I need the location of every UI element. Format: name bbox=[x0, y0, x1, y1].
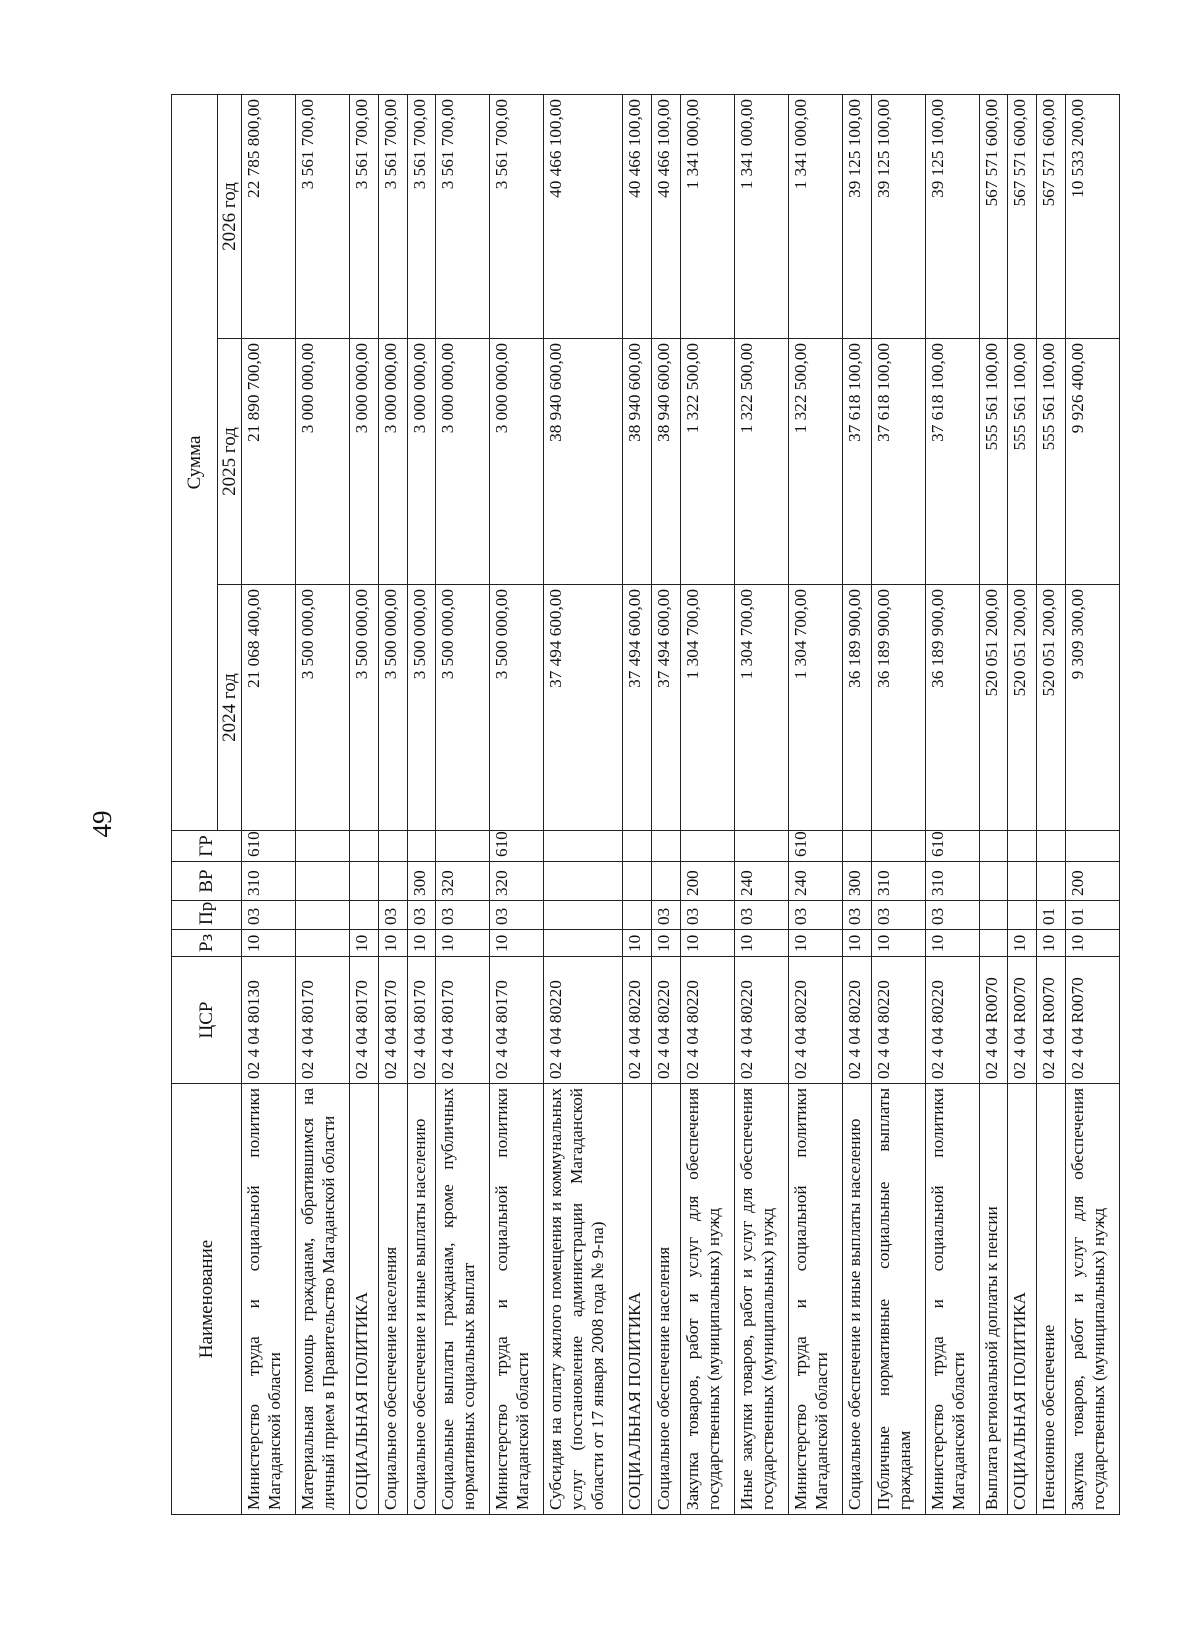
cell-pr: 03 bbox=[680, 901, 734, 930]
cell-2025: 555 561 100,00 bbox=[979, 339, 1008, 585]
header-sum: Сумма bbox=[172, 95, 218, 831]
cell-pr bbox=[1008, 901, 1037, 930]
cell-2026: 567 571 600,00 bbox=[1037, 95, 1066, 339]
cell-gr bbox=[1065, 831, 1119, 862]
table-row bbox=[680, 95, 734, 1515]
cell-csr: 02 4 04 80220 bbox=[788, 957, 842, 1084]
table-row bbox=[979, 95, 1008, 1515]
cell-name: Иные закупки товаров, работ и услуг для обеспечения государственных (муниципальных) нужд bbox=[734, 1084, 788, 1515]
cell-gr: 610 bbox=[242, 831, 296, 862]
cell-pr: 03 bbox=[652, 901, 681, 930]
cell-2025: 38 940 600,00 bbox=[544, 339, 623, 585]
cell-2026: 39 125 100,00 bbox=[871, 95, 925, 339]
cell-rz: 10 bbox=[378, 930, 407, 957]
table-row bbox=[623, 95, 652, 1515]
table-row bbox=[544, 95, 623, 1515]
cell-rz: 10 bbox=[871, 930, 925, 957]
cell-pr: 03 bbox=[871, 901, 925, 930]
table-row bbox=[490, 95, 544, 1515]
table-row bbox=[734, 95, 788, 1515]
cell-pr: 01 bbox=[1065, 901, 1119, 930]
header-vr: ВР bbox=[172, 862, 242, 901]
cell-vr: 310 bbox=[871, 862, 925, 901]
header-2025: 2025 год bbox=[218, 339, 242, 585]
table-row bbox=[1065, 95, 1119, 1515]
cell-2024: 3 500 000,00 bbox=[436, 585, 490, 831]
cell-rz: 10 bbox=[1065, 930, 1119, 957]
cell-csr: 02 4 04 80220 bbox=[652, 957, 681, 1084]
table-row bbox=[295, 95, 349, 1515]
cell-vr: 320 bbox=[436, 862, 490, 901]
cell-csr: 02 4 04 R0070 bbox=[979, 957, 1008, 1084]
cell-vr bbox=[1037, 862, 1066, 901]
cell-2024: 520 051 200,00 bbox=[1008, 585, 1037, 831]
cell-vr: 320 bbox=[490, 862, 544, 901]
cell-vr bbox=[979, 862, 1008, 901]
cell-gr bbox=[680, 831, 734, 862]
cell-rz bbox=[544, 930, 623, 957]
cell-gr: 610 bbox=[490, 831, 544, 862]
cell-gr bbox=[544, 831, 623, 862]
cell-gr bbox=[378, 831, 407, 862]
cell-vr: 200 bbox=[1065, 862, 1119, 901]
cell-gr bbox=[407, 831, 436, 862]
cell-name: Социальное обеспечение населения bbox=[652, 1084, 681, 1515]
cell-2026: 3 561 700,00 bbox=[490, 95, 544, 339]
cell-2024: 520 051 200,00 bbox=[979, 585, 1008, 831]
cell-pr bbox=[295, 901, 349, 930]
cell-2025: 38 940 600,00 bbox=[623, 339, 652, 585]
cell-2024: 3 500 000,00 bbox=[407, 585, 436, 831]
cell-gr bbox=[842, 831, 871, 862]
cell-vr: 300 bbox=[407, 862, 436, 901]
cell-csr: 02 4 04 80170 bbox=[295, 957, 349, 1084]
cell-pr: 03 bbox=[490, 901, 544, 930]
cell-2024: 1 304 700,00 bbox=[734, 585, 788, 831]
cell-gr bbox=[871, 831, 925, 862]
header-rz: Рз bbox=[172, 930, 242, 957]
cell-rz: 10 bbox=[680, 930, 734, 957]
cell-csr: 02 4 04 80220 bbox=[623, 957, 652, 1084]
cell-2025: 3 000 000,00 bbox=[436, 339, 490, 585]
cell-name: Субсидия на оплату жилого помещения и коммунальных услуг (постановление администрации Магаданской области от 17 января 2008 года № 9-па) bbox=[544, 1084, 623, 1515]
page-number: 49 bbox=[87, 810, 117, 838]
cell-2024: 3 500 000,00 bbox=[349, 585, 378, 831]
cell-name: СОЦИАЛЬНАЯ ПОЛИТИКА bbox=[349, 1084, 378, 1515]
cell-2025: 1 322 500,00 bbox=[734, 339, 788, 585]
cell-rz: 10 bbox=[734, 930, 788, 957]
cell-name: Министерство труда и социальной политики Магаданской области bbox=[788, 1084, 842, 1515]
table-row bbox=[1037, 95, 1066, 1515]
cell-2026: 3 561 700,00 bbox=[407, 95, 436, 339]
cell-2025: 555 561 100,00 bbox=[1008, 339, 1037, 585]
cell-2026: 40 466 100,00 bbox=[544, 95, 623, 339]
cell-vr bbox=[349, 862, 378, 901]
cell-2026: 3 561 700,00 bbox=[436, 95, 490, 339]
cell-name: СОЦИАЛЬНАЯ ПОЛИТИКА bbox=[623, 1084, 652, 1515]
cell-2024: 36 189 900,00 bbox=[871, 585, 925, 831]
cell-2026: 3 561 700,00 bbox=[349, 95, 378, 339]
cell-rz: 10 bbox=[652, 930, 681, 957]
cell-vr bbox=[295, 862, 349, 901]
budget-table bbox=[171, 94, 1120, 1515]
cell-2024: 36 189 900,00 bbox=[842, 585, 871, 831]
cell-2024: 37 494 600,00 bbox=[652, 585, 681, 831]
table-body bbox=[242, 95, 1120, 1515]
table-row bbox=[871, 95, 925, 1515]
cell-pr bbox=[979, 901, 1008, 930]
cell-2025: 1 322 500,00 bbox=[680, 339, 734, 585]
cell-2026: 39 125 100,00 bbox=[842, 95, 871, 339]
cell-csr: 02 4 04 80170 bbox=[349, 957, 378, 1084]
cell-vr: 310 bbox=[242, 862, 296, 901]
cell-2024: 520 051 200,00 bbox=[1037, 585, 1066, 831]
cell-2026: 22 785 800,00 bbox=[242, 95, 296, 339]
table-row bbox=[349, 95, 378, 1515]
cell-gr bbox=[436, 831, 490, 862]
cell-rz: 10 bbox=[436, 930, 490, 957]
table-row bbox=[925, 95, 979, 1515]
cell-2024: 37 494 600,00 bbox=[544, 585, 623, 831]
cell-name: СОЦИАЛЬНАЯ ПОЛИТИКА bbox=[1008, 1084, 1037, 1515]
cell-vr bbox=[1008, 862, 1037, 901]
cell-csr: 02 4 04 80220 bbox=[734, 957, 788, 1084]
cell-name: Министерство труда и социальной политики Магаданской области bbox=[925, 1084, 979, 1515]
cell-csr: 02 4 04 80170 bbox=[378, 957, 407, 1084]
cell-vr bbox=[652, 862, 681, 901]
table-row bbox=[378, 95, 407, 1515]
cell-csr: 02 4 04 R0070 bbox=[1037, 957, 1066, 1084]
cell-2025: 21 890 700,00 bbox=[242, 339, 296, 585]
cell-rz: 10 bbox=[623, 930, 652, 957]
cell-name: Закупка товаров, работ и услуг для обеспечения государственных (муниципальных) нужд bbox=[680, 1084, 734, 1515]
cell-pr: 03 bbox=[436, 901, 490, 930]
cell-2025: 37 618 100,00 bbox=[842, 339, 871, 585]
cell-pr: 03 bbox=[925, 901, 979, 930]
cell-rz: 10 bbox=[1037, 930, 1066, 957]
cell-2025: 3 000 000,00 bbox=[490, 339, 544, 585]
cell-rz: 10 bbox=[842, 930, 871, 957]
cell-rz: 10 bbox=[490, 930, 544, 957]
cell-rz: 10 bbox=[925, 930, 979, 957]
cell-pr bbox=[544, 901, 623, 930]
cell-2026: 567 571 600,00 bbox=[1008, 95, 1037, 339]
cell-gr: 610 bbox=[788, 831, 842, 862]
cell-rz: 10 bbox=[407, 930, 436, 957]
cell-gr bbox=[623, 831, 652, 862]
cell-2026: 3 561 700,00 bbox=[378, 95, 407, 339]
cell-csr: 02 4 04 R0070 bbox=[1008, 957, 1037, 1084]
cell-pr: 03 bbox=[842, 901, 871, 930]
table-row bbox=[842, 95, 871, 1515]
cell-csr: 02 4 04 80220 bbox=[842, 957, 871, 1084]
cell-vr: 300 bbox=[842, 862, 871, 901]
cell-2025: 37 618 100,00 bbox=[871, 339, 925, 585]
cell-vr bbox=[378, 862, 407, 901]
cell-2025: 555 561 100,00 bbox=[1037, 339, 1066, 585]
header-csr: ЦСР bbox=[172, 957, 242, 1084]
cell-csr: 02 4 04 80130 bbox=[242, 957, 296, 1084]
cell-vr: 240 bbox=[788, 862, 842, 901]
cell-csr: 02 4 04 80170 bbox=[407, 957, 436, 1084]
cell-csr: 02 4 04 80220 bbox=[925, 957, 979, 1084]
cell-2026: 40 466 100,00 bbox=[623, 95, 652, 339]
cell-rz: 10 bbox=[349, 930, 378, 957]
cell-2024: 9 309 300,00 bbox=[1065, 585, 1119, 831]
cell-2026: 1 341 000,00 bbox=[734, 95, 788, 339]
cell-name: Социальное обеспечение населения bbox=[378, 1084, 407, 1515]
table-row bbox=[652, 95, 681, 1515]
cell-2026: 567 571 600,00 bbox=[979, 95, 1008, 339]
header-row bbox=[172, 95, 218, 1515]
header-2024: 2024 год bbox=[218, 585, 242, 831]
cell-name: Закупка товаров, работ и услуг для обеспечения государственных (муниципальных) нужд bbox=[1065, 1084, 1119, 1515]
header-name: Наименование bbox=[172, 1084, 242, 1515]
table-row bbox=[407, 95, 436, 1515]
header-2026: 2026 год bbox=[218, 95, 242, 339]
cell-vr: 310 bbox=[925, 862, 979, 901]
cell-rz bbox=[295, 930, 349, 957]
cell-2025: 3 000 000,00 bbox=[295, 339, 349, 585]
cell-2024: 3 500 000,00 bbox=[490, 585, 544, 831]
cell-gr bbox=[652, 831, 681, 862]
cell-vr: 200 bbox=[680, 862, 734, 901]
cell-2025: 9 926 400,00 bbox=[1065, 339, 1119, 585]
cell-pr: 03 bbox=[242, 901, 296, 930]
cell-2024: 1 304 700,00 bbox=[680, 585, 734, 831]
cell-gr bbox=[295, 831, 349, 862]
cell-2026: 39 125 100,00 bbox=[925, 95, 979, 339]
cell-vr bbox=[544, 862, 623, 901]
cell-name: Министерство труда и социальной политики Магаданской области bbox=[242, 1084, 296, 1515]
cell-pr: 03 bbox=[407, 901, 436, 930]
header-gr: ГР bbox=[172, 831, 242, 862]
cell-2026: 1 341 000,00 bbox=[788, 95, 842, 339]
cell-pr: 01 bbox=[1037, 901, 1066, 930]
cell-2026: 10 533 200,00 bbox=[1065, 95, 1119, 339]
cell-name: Пенсионное обеспечение bbox=[1037, 1084, 1066, 1515]
cell-2026: 40 466 100,00 bbox=[652, 95, 681, 339]
cell-pr bbox=[623, 901, 652, 930]
table-row bbox=[242, 95, 296, 1515]
cell-gr bbox=[349, 831, 378, 862]
cell-pr bbox=[349, 901, 378, 930]
cell-csr: 02 4 04 80170 bbox=[436, 957, 490, 1084]
table-row bbox=[788, 95, 842, 1515]
cell-2026: 3 561 700,00 bbox=[295, 95, 349, 339]
cell-vr: 240 bbox=[734, 862, 788, 901]
cell-name: Публичные нормативные социальные выплаты гражданам bbox=[871, 1084, 925, 1515]
cell-rz: 10 bbox=[788, 930, 842, 957]
cell-2025: 3 000 000,00 bbox=[378, 339, 407, 585]
cell-csr: 02 4 04 R0070 bbox=[1065, 957, 1119, 1084]
cell-rz bbox=[979, 930, 1008, 957]
cell-name: Министерство труда и социальной политики Магаданской области bbox=[490, 1084, 544, 1515]
cell-2024: 37 494 600,00 bbox=[623, 585, 652, 831]
cell-gr bbox=[979, 831, 1008, 862]
cell-2024: 3 500 000,00 bbox=[295, 585, 349, 831]
cell-csr: 02 4 04 80220 bbox=[871, 957, 925, 1084]
cell-vr bbox=[623, 862, 652, 901]
cell-2024: 3 500 000,00 bbox=[378, 585, 407, 831]
cell-rz: 10 bbox=[242, 930, 296, 957]
cell-name: Социальное обеспечение и иные выплаты населению bbox=[842, 1084, 871, 1515]
cell-name: Выплата региональной доплаты к пенсии bbox=[979, 1084, 1008, 1515]
cell-pr: 03 bbox=[378, 901, 407, 930]
cell-csr: 02 4 04 80220 bbox=[544, 957, 623, 1084]
cell-csr: 02 4 04 80220 bbox=[680, 957, 734, 1084]
cell-2024: 21 068 400,00 bbox=[242, 585, 296, 831]
rotated-table-wrapper bbox=[171, 95, 1120, 1515]
cell-pr: 03 bbox=[788, 901, 842, 930]
cell-rz: 10 bbox=[1008, 930, 1037, 957]
table-row bbox=[1008, 95, 1037, 1515]
cell-name: Материальная помощь гражданам, обратившимся на личный прием в Правительство Магаданской области bbox=[295, 1084, 349, 1515]
cell-name: Социальные выплаты гражданам, кроме публичных нормативных социальных выплат bbox=[436, 1084, 490, 1515]
cell-gr: 610 bbox=[925, 831, 979, 862]
cell-2025: 38 940 600,00 bbox=[652, 339, 681, 585]
cell-2024: 36 189 900,00 bbox=[925, 585, 979, 831]
cell-pr: 03 bbox=[734, 901, 788, 930]
cell-2025: 3 000 000,00 bbox=[407, 339, 436, 585]
cell-csr: 02 4 04 80170 bbox=[490, 957, 544, 1084]
cell-2025: 3 000 000,00 bbox=[349, 339, 378, 585]
cell-gr bbox=[1008, 831, 1037, 862]
cell-2025: 1 322 500,00 bbox=[788, 339, 842, 585]
cell-2025: 37 618 100,00 bbox=[925, 339, 979, 585]
cell-2024: 1 304 700,00 bbox=[788, 585, 842, 831]
cell-gr bbox=[734, 831, 788, 862]
header-pr: Пр bbox=[172, 901, 242, 930]
cell-name: Социальное обеспечение и иные выплаты населению bbox=[407, 1084, 436, 1515]
table-row bbox=[436, 95, 490, 1515]
cell-gr bbox=[1037, 831, 1066, 862]
cell-2026: 1 341 000,00 bbox=[680, 95, 734, 339]
